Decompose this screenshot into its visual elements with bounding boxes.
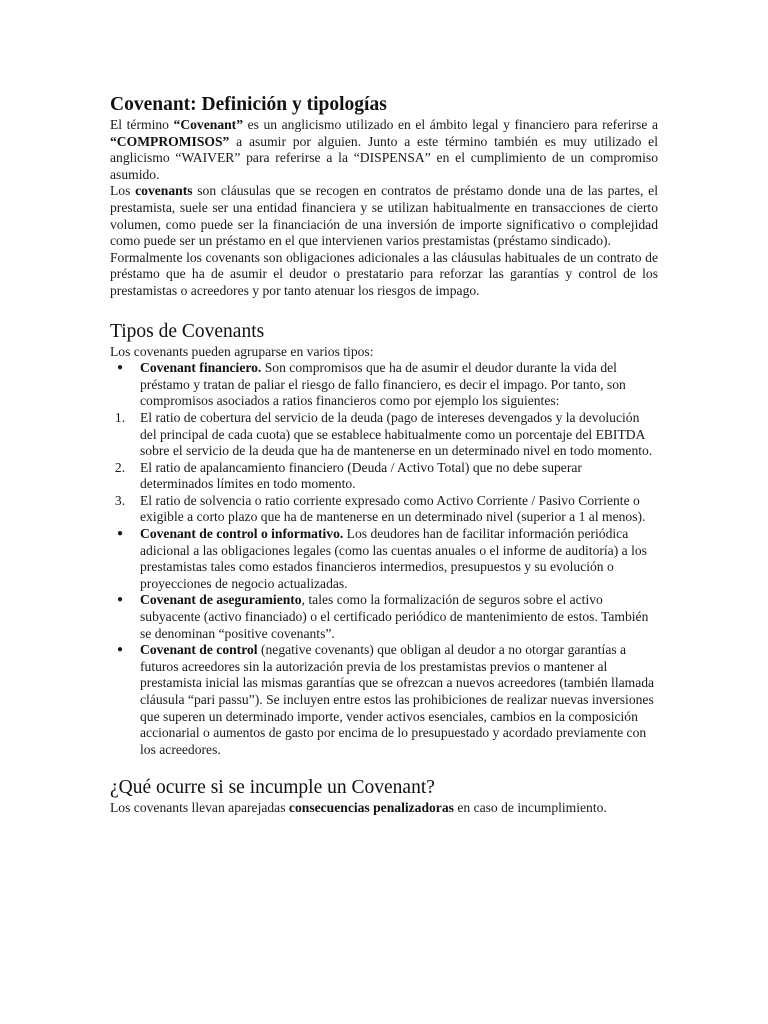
- section-title-tipos: Tipos de Covenants: [110, 320, 265, 342]
- text-run: en caso de incumplimiento.: [453, 800, 607, 816]
- types-list-continued: [110, 526, 658, 758]
- text-run: es un anglicismo utilizado en el ámbito legal y financiero para referirse a: [243, 117, 658, 132]
- section-title-incumplimiento: ¿Qué ocurre si se incumple un Covenant?: [110, 777, 435, 799]
- types-list: [110, 360, 658, 410]
- list-number: 3.: [114, 492, 126, 508]
- item-text: Son compromisos que ha de asumir el deudor durante la vida del préstamo y tratan de paliar el riesgo de fallo financiero, es decir el impago. Por tanto, son compromisos asociados a ratios financieros como por ejemplo los siguientes:: [140, 360, 626, 409]
- list-number: 1.: [114, 409, 126, 425]
- item-text: , tales como la formalización de seguros sobre el activo subyacente (activo financiado) o el certificado periódico de mantenimiento de estos. También se denominan “positive covenants”.: [140, 592, 649, 641]
- list-item-ratio: [110, 460, 658, 493]
- ratios-list: [110, 410, 658, 526]
- item-text: El ratio de solvencia o ratio corriente expresado como Activo Corriente / Pasivo Corriente o exigible a corto plazo que ha de mantenerse en un determinado nivel (superior a 1 al menos).: [140, 492, 646, 525]
- list-item-control-informativo: [110, 526, 658, 592]
- list-item-financiero: [110, 360, 658, 410]
- item-heading: Covenant de aseguramiento: [140, 592, 302, 608]
- text-run: Los: [110, 183, 136, 199]
- item-heading: Covenant de control: [140, 642, 258, 658]
- paragraph-obligaciones: Formalmente los covenants son obligaciones adicionales a las cláusulas habituales de un contrato de préstamo que ha de asumir el deudor o prestatario para reforzar las garantías y control de los prestamistas o acreedores y por tanto atenuar los riesgos de impago.: [110, 249, 658, 298]
- text-run: Los covenants llevan aparejadas: [110, 800, 289, 816]
- text-run: son cláusulas que se recogen en contratos de préstamo donde una de las partes, el prestamista, suele ser una entidad financiera y se utilizan habitualmente en transacciones de cierto volumen, como puede ser la financiación de una inversión de importe significativo o complejidad como puede ser un préstamo en el que intervienen varios prestamistas (préstamo sindicado).: [110, 183, 658, 249]
- bullet-icon: ●: [116, 362, 124, 374]
- item-heading: Covenant de control o informativo.: [140, 526, 344, 542]
- bullet-icon: ●: [116, 528, 124, 540]
- list-item-control: [110, 642, 658, 758]
- list-item-ratio: [110, 493, 658, 526]
- paragraph-tipos-intro: Los covenants pueden agruparse en varios tipos:: [110, 343, 374, 359]
- item-text: El ratio de apalancamiento financiero (Deuda / Activo Total) que no debe superar determinados límites en todo momento.: [140, 459, 582, 492]
- paragraph-clausulas: [110, 183, 658, 249]
- bullet-icon: ●: [116, 594, 124, 606]
- item-text: Los deudores han de facilitar información periódica adicional a las obligaciones legales (como las cuentas anuales o el informe de auditoría) a los prestamistas tales como estados financieros intermedios, presupuestos y su evolución o proyecciones de negocio actualizadas.: [140, 526, 647, 591]
- list-number: 2.: [114, 459, 126, 475]
- term-covenants: covenants: [135, 183, 193, 199]
- term-covenant: “Covenant”: [173, 117, 243, 132]
- paragraph-definicion: [110, 117, 658, 183]
- text-run: a asumir por alguien. Junto a este término también es muy utilizado el anglicismo “WAIVER” para referirse a la “DISPENSA” en el cumplimiento de un compromiso asumido.: [110, 133, 658, 182]
- list-item-ratio: [110, 410, 658, 460]
- item-heading: Covenant financiero.: [140, 360, 262, 376]
- document-content: [110, 93, 658, 817]
- term-compromisos: “COMPROMISOS”: [110, 133, 230, 149]
- item-text: (negative covenants) que obligan al deudor a no otorgar garantías a futuros acreedores sin la autorización previa de los prestamistas previos o mantener al prestamista inicial las mismas garantías que se ofrezcan a nuevos acreedores (también llamada cláusula “pari passu”). Se incluyen entre estos las prohibiciones de realizar nuevas inversiones que superen un determinado importe, vender activos esenciales, cambios en la composición accionarial o aumentos de gasto por encima de lo presupuestado y acordado previamente con los acreedores.: [140, 642, 655, 757]
- paragraph-incumplimiento: [110, 800, 658, 817]
- bullet-icon: ●: [116, 644, 124, 656]
- list-item-aseguramiento: [110, 592, 658, 642]
- text-run: El término: [110, 117, 174, 132]
- item-text: El ratio de cobertura del servicio de la deuda (pago de intereses devengados y la devolución del principal de cada cuota) que se establece habitualmente como un porcentaje del EBITDA sobre el servicio de la deuda que ha de mantenerse en un determinado nivel en todo momento.: [140, 409, 653, 459]
- section-title-definicion: Covenant: Definición y tipologías: [110, 94, 387, 115]
- term-consecuencias: consecuencias penalizadoras: [288, 800, 454, 816]
